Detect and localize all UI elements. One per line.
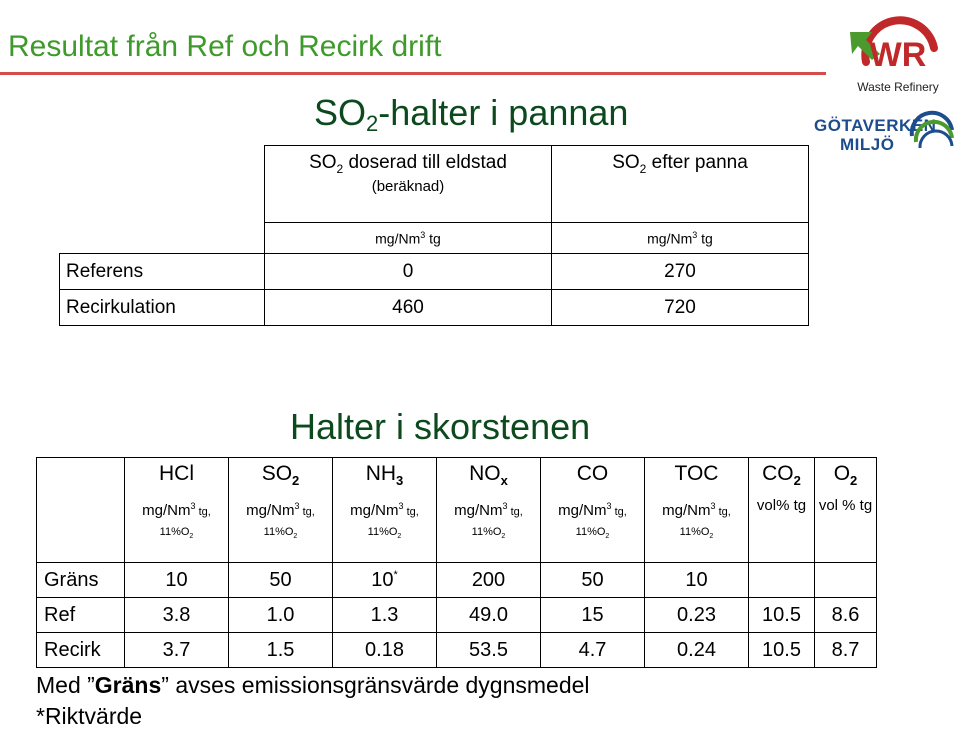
cell: 10*: [333, 563, 437, 598]
row-label: Recirk: [37, 633, 125, 668]
col-header-co2: $CO_2$: [749, 458, 815, 493]
table-row: [37, 598, 877, 633]
cell: 10: [125, 563, 229, 598]
unit-cell-vol: vol% tg: [749, 492, 815, 563]
logo-wr-mark: WR: [869, 36, 927, 74]
slide-title: Resultat från Ref och Recirk drift: [8, 30, 442, 63]
col-header-doserad: $SO_2$ doserad till eldstad (beräknad): [265, 146, 552, 223]
unit-cell: mg/Nm$^3$ tg, $11\%O_2$: [333, 492, 437, 563]
empty-corner: [60, 146, 265, 223]
unit-cell: mg/Nm$^3$ tg, $11\%O_2$: [541, 492, 645, 563]
section2-title: Halter i skorstenen: [290, 406, 591, 447]
cell: 3.8: [125, 598, 229, 633]
cell: 8.7: [815, 633, 877, 668]
cell: 4.7: [541, 633, 645, 668]
footnote-grans: Med ”Gräns” avses emissionsgränsvärde dygnsmedel: [36, 672, 590, 698]
col-header-hcl: HCl: [125, 458, 229, 493]
unit-cell-vol: vol % tg: [815, 492, 877, 563]
unit-cell: mg/Nm$^3$ tg, $11\%O_2$: [645, 492, 749, 563]
cell: 0.18: [333, 633, 437, 668]
empty-corner: [37, 458, 125, 493]
cell: [749, 563, 815, 598]
row-label: Ref: [37, 598, 125, 633]
col-header-toc: TOC: [645, 458, 749, 493]
empty-unit-cell: [60, 223, 265, 254]
unit-cell-2: mg/Nm$^3$ tg: [552, 223, 809, 254]
cell: 15: [541, 598, 645, 633]
unit-cell-1: mg/Nm$^3$ tg: [265, 223, 552, 254]
col-header-o2: $O_2$: [815, 458, 877, 493]
row-label: Referens: [60, 254, 265, 290]
waste-refinery-caption: Waste Refinery: [857, 80, 939, 94]
row-value: 0: [265, 254, 552, 290]
cell: 1.5: [229, 633, 333, 668]
cell: 10.5: [749, 633, 815, 668]
row-value: 270: [552, 254, 809, 290]
cell: 200: [437, 563, 541, 598]
col-header-nh3: $NH_3$: [333, 458, 437, 493]
cell: 10: [645, 563, 749, 598]
empty-unit-cell: [37, 492, 125, 563]
title-rule: [0, 72, 826, 75]
unit-cell: mg/Nm$^3$ tg, $11\%O_2$: [437, 492, 541, 563]
cell: 3.7: [125, 633, 229, 668]
col-header-efter-panna: $SO_2$ efter panna: [552, 146, 809, 223]
so2-pannan-table: [59, 145, 809, 326]
row-label: Gräns: [37, 563, 125, 598]
footnote-riktvarde: *Riktvärde: [36, 703, 143, 729]
row-label: Recirkulation: [60, 290, 265, 326]
cell: 1.3: [333, 598, 437, 633]
section1-title: $SO_2$-halter i pannan: [314, 92, 629, 136]
row-value: 460: [265, 290, 552, 326]
col-header-note: (beräknad): [371, 177, 445, 195]
table-row: [37, 633, 877, 668]
cell: 10.5: [749, 598, 815, 633]
riktvarde-star: *: [393, 568, 398, 581]
cell: 0.23: [645, 598, 749, 633]
unit-cell: mg/Nm$^3$ tg, $11\%O_2$: [229, 492, 333, 563]
gv-line1: GÖTAVERKEN: [814, 116, 937, 135]
cell: 0.24: [645, 633, 749, 668]
col-header-nox: $NO_x$: [437, 458, 541, 493]
cell: 1.0: [229, 598, 333, 633]
gotaverken-swirl-icon: [906, 110, 958, 162]
cell: 8.6: [815, 598, 877, 633]
skorsten-table: [36, 457, 877, 668]
cell: [815, 563, 877, 598]
unit-cell: mg/Nm$^3$ tg, $11\%O_2$: [125, 492, 229, 563]
cell: 50: [229, 563, 333, 598]
cell: 49.0: [437, 598, 541, 633]
col-header-co: CO: [541, 458, 645, 493]
table-row: [60, 254, 809, 290]
row-value: 720: [552, 290, 809, 326]
cell: 50: [541, 563, 645, 598]
cell: 53.5: [437, 633, 541, 668]
gv-line2: MILJÖ: [840, 135, 895, 154]
col-header-so2: $SO_2$: [229, 458, 333, 493]
table-row: [60, 290, 809, 326]
table-row: [37, 563, 877, 598]
